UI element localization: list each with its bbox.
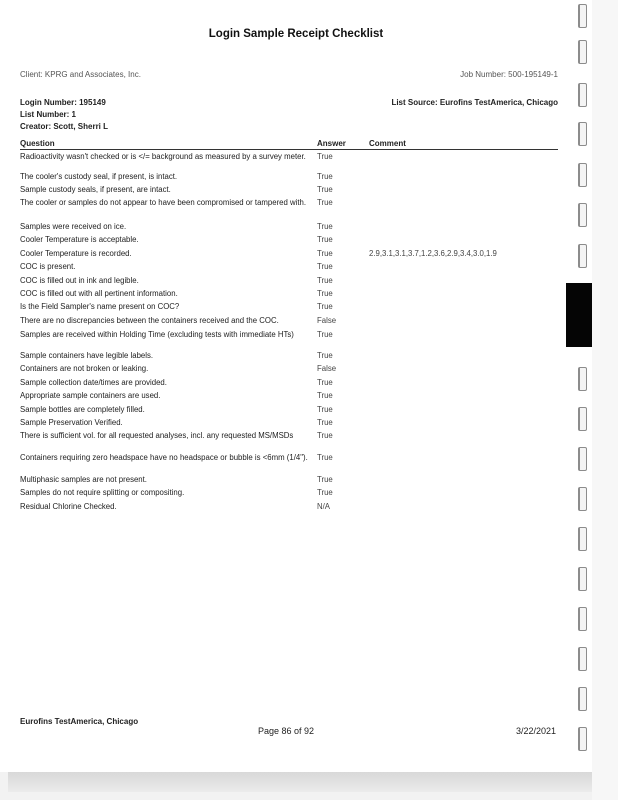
row-answer: True	[317, 302, 333, 311]
row-answer: True	[317, 198, 333, 207]
row-question: Sample collection date/times are provided.	[20, 378, 167, 387]
binder-tab	[578, 244, 587, 268]
row-question: COC is filled out with all pertinent information.	[20, 289, 178, 298]
login-number: Login Number: 195149	[20, 98, 106, 107]
row-question: Samples were received on ice.	[20, 222, 127, 231]
binder-tab	[578, 83, 587, 107]
creator: Creator: Scott, Sherri L	[20, 122, 109, 131]
binder-tab	[578, 727, 587, 751]
row-question: There are no discrepancies between the containers received and the COC.	[20, 316, 279, 325]
page-shadow	[8, 772, 592, 792]
row-answer: True	[317, 249, 333, 258]
row-question: Sample custody seals, if present, are intact.	[20, 185, 171, 194]
list-source: List Source: Eurofins TestAmerica, Chicago	[391, 98, 558, 107]
row-answer: True	[317, 418, 333, 427]
row-answer: True	[317, 330, 333, 339]
row-question: COC is present.	[20, 262, 76, 271]
binder-tab-black	[566, 283, 592, 347]
column-header-comment: Comment	[369, 139, 406, 148]
row-answer: True	[317, 276, 333, 285]
row-question: Containers are not broken or leaking.	[20, 364, 149, 373]
row-answer: True	[317, 405, 333, 414]
row-question: The cooler or samples do not appear to have been compromised or tampered with.	[20, 198, 307, 207]
page-title: Login Sample Receipt Checklist	[208, 28, 384, 40]
row-answer: True	[317, 152, 333, 161]
row-question: Sample containers have legible labels.	[20, 351, 154, 360]
row-answer: True	[317, 289, 333, 298]
row-question: Multiphasic samples are not present.	[20, 475, 147, 484]
row-question: Samples do not require splitting or compositing.	[20, 488, 185, 497]
binder-tab	[578, 4, 587, 28]
row-answer: True	[317, 172, 333, 181]
job-number: Job Number: 500-195149-1	[460, 70, 558, 79]
column-header-answer: Answer	[317, 139, 346, 148]
row-answer: False	[317, 364, 337, 373]
row-question: The cooler's custody seal, if present, is intact.	[20, 172, 178, 181]
header-divider	[20, 149, 558, 150]
row-question: Cooler Temperature is acceptable.	[20, 235, 139, 244]
row-answer: True	[317, 262, 333, 271]
row-answer: True	[317, 475, 333, 484]
row-answer: True	[317, 378, 333, 387]
binder-tab	[578, 527, 587, 551]
row-answer: True	[317, 235, 333, 244]
row-question: Sample bottles are completely filled.	[20, 405, 145, 414]
footer-lab: Eurofins TestAmerica, Chicago	[20, 717, 139, 726]
binder-tab	[578, 40, 587, 64]
binder-gutter	[592, 0, 618, 800]
footer-date: 3/22/2021	[515, 726, 556, 736]
row-question: Cooler Temperature is recorded.	[20, 249, 132, 258]
row-question: Is the Field Sampler's name present on COC?	[20, 302, 180, 311]
row-answer: True	[317, 488, 333, 497]
binder-tab	[578, 647, 587, 671]
row-question: Radioactivity wasn't checked or is </= background as measured by a survey meter.	[20, 152, 306, 161]
binder-tab	[578, 487, 587, 511]
row-question: Sample Preservation Verified.	[20, 418, 123, 427]
binder-tab	[578, 203, 587, 227]
binder-tab	[578, 407, 587, 431]
list-number: List Number: 1	[20, 110, 77, 119]
binder-tab	[578, 607, 587, 631]
binder-tab	[578, 687, 587, 711]
row-question: Appropriate sample containers are used.	[20, 391, 161, 400]
binder-tab	[578, 122, 587, 146]
row-question: Containers requiring zero headspace have no headspace or bubble is <6mm (1/4").	[20, 453, 308, 462]
row-question: Residual Chlorine Checked.	[20, 502, 117, 511]
row-answer: N/A	[317, 502, 330, 511]
row-answer: False	[317, 316, 337, 325]
binder-tab	[578, 567, 587, 591]
row-question: Samples are received within Holding Time (excluding tests with immediate HTs)	[20, 330, 294, 339]
row-question: COC is filled out in ink and legible.	[20, 276, 139, 285]
row-comment: 2.9,3.1,3.1,3.7,1.2,3.6,2.9,3.4,3.0,1.9	[369, 249, 497, 258]
row-answer: True	[317, 222, 333, 231]
binder-tab	[578, 367, 587, 391]
column-header-question: Question	[20, 139, 55, 148]
binder-tab	[578, 163, 587, 187]
row-answer: True	[317, 351, 333, 360]
row-question: There is sufficient vol. for all requested analyses, incl. any requested MS/MSDs	[20, 431, 294, 440]
row-answer: True	[317, 431, 333, 440]
row-answer: True	[317, 391, 333, 400]
client-label: Client: KPRG and Associates, Inc.	[20, 70, 141, 79]
row-answer: True	[317, 453, 333, 462]
binder-tab	[578, 447, 587, 471]
row-answer: True	[317, 185, 333, 194]
footer-page: Page 86 of 92	[258, 726, 315, 736]
